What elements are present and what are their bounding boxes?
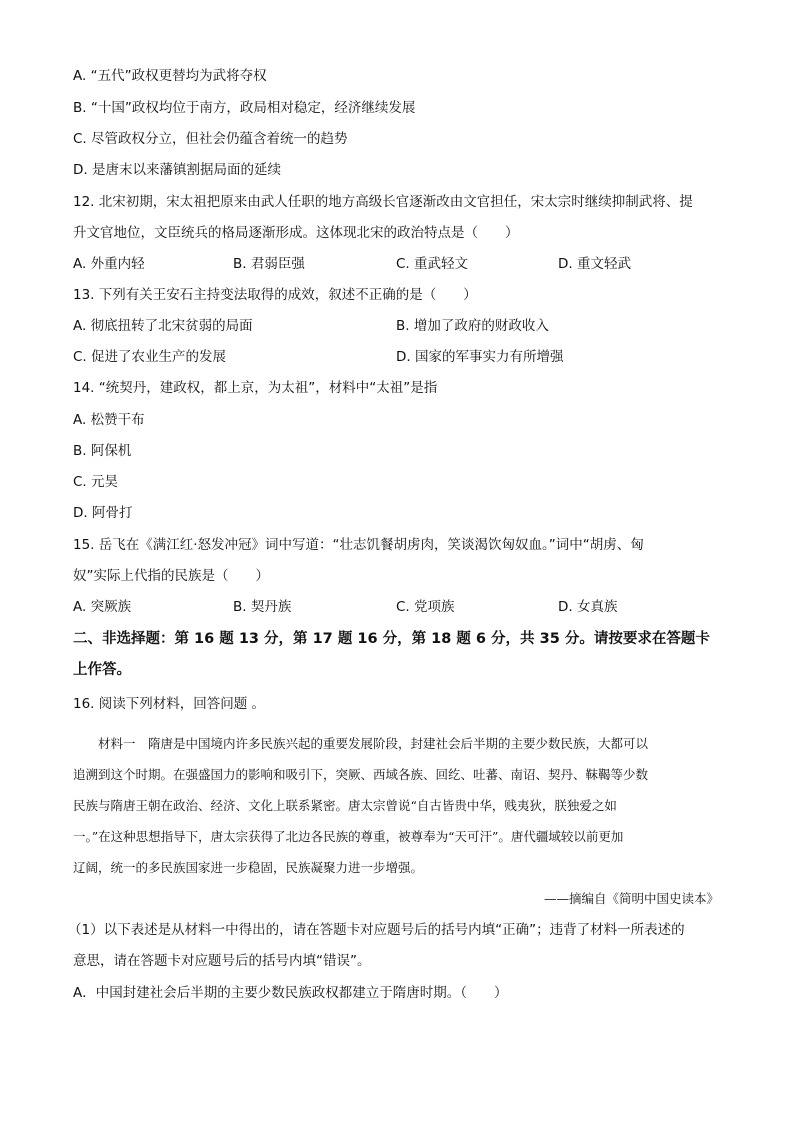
q15-option-b: B. 契丹族 bbox=[233, 599, 292, 615]
q13-option-b: B. 增加了政府的财政收入 bbox=[396, 318, 549, 334]
section-heading-line2: 上作答。 bbox=[73, 662, 131, 678]
q12-option-a: A. 外重内轻 bbox=[73, 256, 145, 272]
q16-sub1-line1: （1）以下表述是从材料一中得出的，请在答题卡对应题号后的括号内填“正确”；违背了材料一所表述的 bbox=[68, 922, 685, 938]
q13-stem: 13. 下列有关王安石主持变法取得的成效，叙述不正确的是（ ） bbox=[73, 287, 477, 303]
q11-option-b: B. “十国”政权均位于南方，政局相对稳定，经济继续发展 bbox=[73, 100, 416, 116]
q16-sub1-item-a: A．中国封建社会后半期的主要少数民族政权都建立于隋唐时期。（ ） bbox=[73, 985, 508, 1001]
q11-option-a: A. “五代”政权更替均为武将夺权 bbox=[73, 68, 267, 84]
material-line: 辽阔，统一的多民族国家进一步稳固，民族凝聚力进一步增强。 bbox=[73, 860, 424, 875]
q12-option-d: D. 重文轻武 bbox=[558, 256, 631, 272]
q14-option-c: C. 元昊 bbox=[73, 474, 119, 490]
q15-stem-line1: 15. 岳飞在《满江红·怒发冲冠》词中写道：“壮志饥餐胡虏肉，笑谈渴饮匈奴血。”词中“胡虏、匈 bbox=[73, 537, 644, 553]
q15-option-a: A. 突厥族 bbox=[73, 599, 132, 615]
q14-option-d: D. 阿骨打 bbox=[73, 505, 133, 521]
q11-option-c: C. 尽管政权分立，但社会仍蕴含着统一的趋势 bbox=[73, 131, 348, 147]
q12-stem-line1: 12. 北宋初期，宋太祖把原来由武人任职的地方高级长官逐渐改由文官担任，宋太宗时继续抑制武将、提 bbox=[73, 194, 693, 210]
q12-option-b: B. 君弱臣强 bbox=[233, 256, 305, 272]
q15-option-d: D. 女真族 bbox=[558, 599, 618, 615]
q12-option-c: C. 重武轻文 bbox=[396, 256, 469, 272]
q14-option-b: B. 阿保机 bbox=[73, 443, 132, 459]
q13-option-a: A. 彻底扭转了北宋贫弱的局面 bbox=[73, 318, 253, 334]
material-source: ——摘编自《简明中国史读本》 bbox=[543, 891, 719, 906]
material-line: 民族与隋唐王朝在政治、经济、文化上联系紧密。唐太宗曾说“自古皆贵中华，贱夷狄，朕独爱之如 bbox=[73, 798, 617, 813]
q12-stem-line2: 升文官地位，文臣统兵的格局逐渐形成。这体现北宋的政治特点是（ ） bbox=[73, 225, 519, 241]
material-line: 材料一 隋唐是中国境内许多民族兴起的重要发展阶段，封建社会后半期的主要少数民族，大都可以 bbox=[73, 736, 649, 751]
material-line: 追溯到这个时期。在强盛国力的影响和吸引下，突厥、西域各族、回纥、吐蕃、南诏、契丹、靺鞨等少数 bbox=[73, 767, 649, 782]
q16-stem: 16. 阅读下列材料，回答问题 。 bbox=[73, 696, 266, 712]
q14-option-a: A. 松赞干布 bbox=[73, 412, 145, 428]
section-heading-line1: 二、非选择题：第 16 题 13 分，第 17 题 16 分，第 18 题 6 分，共 35 分。请按要求在答题卡 bbox=[73, 631, 710, 647]
q14-stem: 14. “统契丹，建政权，都上京，为太祖”，材料中“太祖”是指 bbox=[73, 380, 438, 396]
material-line: 一。”在这种思想指导下，唐太宗获得了北边各民族的尊重，被尊奉为“天可汗”。唐代疆域较以前更加 bbox=[73, 829, 624, 844]
q15-option-c: C. 党项族 bbox=[396, 599, 455, 615]
q16-sub1-line2: 意思，请在答题卡对应题号后的括号内填“错误”。 bbox=[73, 953, 371, 969]
q13-option-d: D. 国家的军事实力有所增强 bbox=[396, 349, 564, 365]
q11-option-d: D. 是唐末以来藩镇割据局面的延续 bbox=[73, 162, 281, 178]
q13-option-c: C. 促进了农业生产的发展 bbox=[73, 349, 227, 365]
q15-stem-line2: 奴”实际上代指的民族是（ ） bbox=[73, 568, 269, 584]
